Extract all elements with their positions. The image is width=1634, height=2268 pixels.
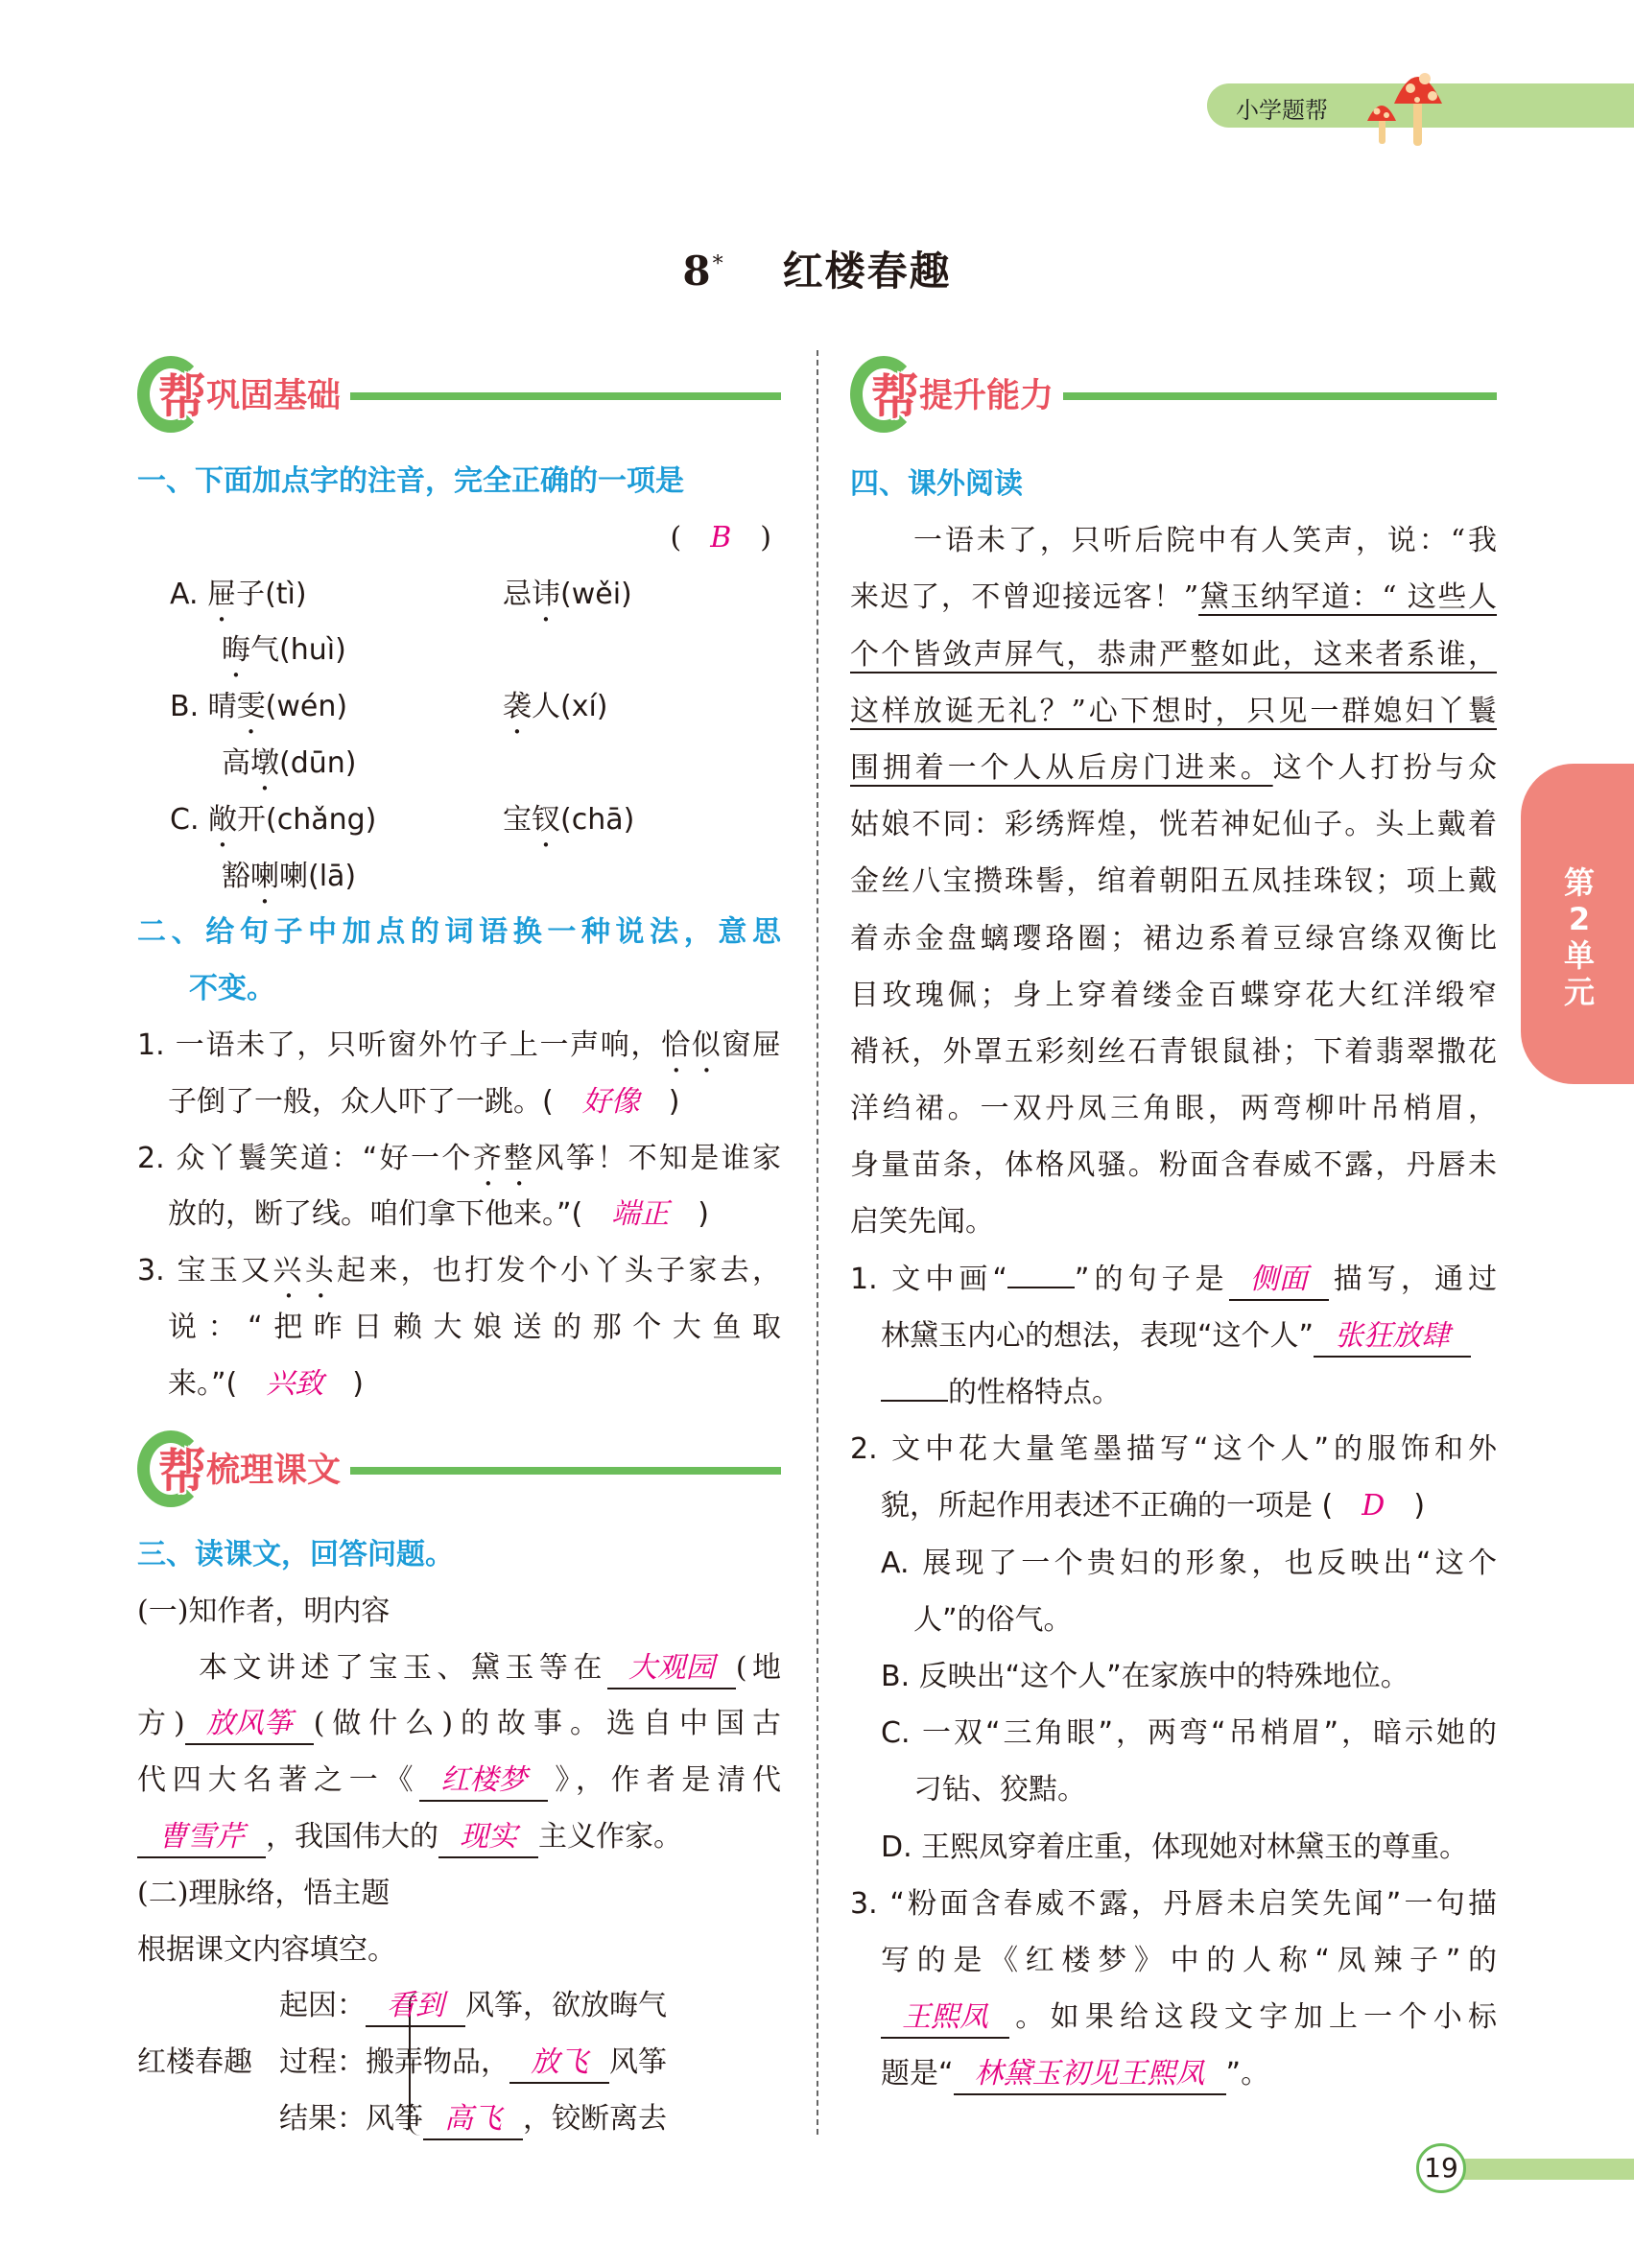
dotted-char: 齐 — [472, 1141, 505, 1175]
question-heading — [137, 905, 781, 961]
text: ) — [698, 1197, 709, 1232]
text: A. 展现了一个贵妇的形象，也反映出“这个 — [881, 1546, 1497, 1580]
passage-line — [850, 683, 1497, 740]
question-line — [850, 1308, 1497, 1364]
text: B. 反映出“这个人”在家族中的特殊地位。 — [881, 1659, 1409, 1693]
text: 风筝，欲放晦气 — [465, 1989, 667, 2023]
fill-blank-answer — [881, 1400, 948, 1402]
underlined-sentence: 围拥着一个人从后房门进来。 — [850, 750, 1273, 785]
text: 2. 文中花大量笔墨描写“这个人”的服饰和外 — [850, 1432, 1497, 1467]
mushroom-icon — [1358, 58, 1463, 149]
section-header-basics — [137, 350, 781, 437]
question-line — [850, 1421, 1497, 1477]
dotted-char: 袭 — [503, 690, 532, 724]
fill-blank-answer: 林黛玉初见王熙凤 — [954, 2055, 1226, 2095]
sentence-item — [137, 1243, 781, 1300]
text: 3. “粉面含春威不露，丹唇未启笑先闻”一句描 — [850, 1886, 1497, 1921]
text: 貌，所起作用表述不正确的一项是 ( — [881, 1489, 1334, 1524]
text: 窗屉 — [722, 1028, 782, 1062]
text: 风筝 — [609, 2045, 667, 2080]
text: 描写，通过 — [1328, 1262, 1498, 1296]
question-line — [850, 1364, 1497, 1421]
text: (wén) — [265, 690, 348, 724]
diagram-line — [279, 2035, 667, 2091]
text: 结果：风筝 — [279, 2101, 423, 2136]
text: ) — [760, 520, 771, 555]
sentence-item — [137, 1131, 781, 1188]
text: (dūn) — [279, 745, 357, 780]
passage-line — [850, 1137, 1497, 1193]
passage-line — [850, 967, 1497, 1024]
text: 本文讲述了宝玉、黛玉等在 — [199, 1650, 607, 1685]
text: 1. 文中画“ — [850, 1262, 1007, 1296]
text: (二)理脉络，悟主题 — [137, 1876, 391, 1910]
text: ) — [668, 1084, 680, 1119]
text: (一)知作者，明内容 — [137, 1594, 391, 1628]
sentence-item-cont — [137, 1187, 781, 1243]
text: 题是“ — [881, 2057, 954, 2091]
sentence-item — [137, 1018, 781, 1075]
fill-line — [137, 1641, 781, 1697]
text: 方) — [137, 1707, 185, 1741]
text: 根据课文内容填空。 — [137, 1932, 396, 1967]
fill-blank-answer: 曹雪芹 — [137, 1818, 266, 1858]
option-c — [137, 792, 781, 849]
text: (做什么)的故事。选自中国古 — [313, 1707, 781, 1741]
text: ( — [670, 520, 682, 555]
text: 子倒了一般，众人吓了一跳。( — [168, 1084, 554, 1119]
text: 目玫瑰佩；身上穿着缕金百蝶穿花大红洋缎窄 — [850, 978, 1497, 1012]
section-header-review — [137, 1425, 781, 1511]
text: 1. 一语未了，只听窗外竹子上一声响， — [137, 1028, 662, 1062]
section-rule — [350, 392, 781, 400]
text: 着赤金盘螭璎珞圈；裙边系着豆绿宫绦双衡比 — [850, 921, 1497, 956]
unit-tab-label: 第2单元 — [1563, 864, 1595, 1010]
text-run — [170, 803, 376, 837]
text: (地 — [735, 1650, 781, 1685]
lesson-number: 8 — [682, 248, 713, 295]
text: 宝 — [503, 802, 532, 837]
text: 忌 — [503, 577, 532, 611]
diagram-line — [279, 1978, 667, 2035]
dotted-char: 墩 — [250, 745, 279, 780]
passage-line — [850, 512, 1497, 569]
text: 开(chǎng) — [237, 802, 377, 837]
text: ，铰断离去 — [523, 2101, 667, 2136]
text: 洋绉裙。一双丹凤三角眼，两弯柳叶吊梢眉， — [850, 1092, 1497, 1126]
text-run — [170, 578, 307, 611]
text: 金丝八宝攒珠髻，绾着朝阳五凤挂珠钗；项上戴 — [850, 864, 1497, 899]
text: 起因： — [279, 1989, 366, 2023]
fill-line — [137, 1753, 781, 1809]
text: 一语未了，只听后院中有人笑声，说：“我 — [913, 524, 1497, 558]
text-run — [503, 567, 632, 628]
text: 人(xí) — [532, 690, 608, 724]
text: 》，作者是清代 — [548, 1763, 782, 1798]
text: 姑娘不同：彩绣辉煌，恍若神妃仙子。头上戴着 — [850, 808, 1497, 842]
text: ，我国伟大的 — [266, 1819, 438, 1854]
page-number: 19 — [1416, 2143, 1466, 2193]
passage-line — [850, 1024, 1497, 1080]
choice-b — [850, 1648, 1497, 1705]
text: 。如果给这段文字加上一个小标 — [1009, 2000, 1497, 2035]
answer-text: B — [710, 520, 732, 555]
text: A. — [170, 577, 208, 611]
instruction — [137, 1923, 781, 1979]
passage-line — [850, 910, 1497, 967]
text: 刁钻、狡黠。 — [913, 1773, 1086, 1807]
text: 过程：搬弄物品， — [279, 2045, 509, 2080]
text: C. — [170, 802, 209, 837]
fill-blank-answer: 现实 — [438, 1818, 538, 1858]
fill-line — [137, 1809, 781, 1866]
text: 豁 — [222, 859, 250, 893]
answer-text: D — [1362, 1489, 1385, 1524]
answer-bracket — [137, 510, 781, 567]
passage-line — [850, 796, 1497, 853]
fill-blank-answer: 侧面 — [1229, 1261, 1329, 1301]
subheading — [137, 1866, 781, 1923]
fill-blank-answer: 红楼梦 — [419, 1761, 548, 1802]
answer-text: 好像 — [581, 1084, 640, 1119]
passage-line — [850, 626, 1497, 683]
dotted-char: 恰 — [661, 1028, 692, 1062]
fill-blank-answer: 王熙凤 — [881, 1998, 1009, 2039]
fill-blank-answer: 大观园 — [607, 1649, 736, 1689]
text: ) — [1413, 1489, 1426, 1524]
reading-block — [850, 456, 1497, 2102]
question-heading — [137, 1527, 781, 1584]
text: 四、课外阅读 — [850, 467, 1023, 501]
fill-blank-answer — [1007, 1287, 1075, 1288]
unit-tab — [1521, 764, 1634, 1084]
section-label: 巩固基础 — [206, 377, 342, 415]
text: 林黛玉内心的想法，表现“这个人” — [881, 1318, 1314, 1353]
text: 这个人打扮与众 — [1272, 750, 1498, 785]
fill-blank-answer: 放风筝 — [185, 1705, 314, 1745]
text: 来。”( — [168, 1366, 238, 1401]
text: 起来，也打发个小丫头子家去， — [337, 1254, 782, 1288]
underlined-sentence: 这样放诞无礼？”心下想时，只见一群媳妇丫鬟 — [850, 694, 1497, 728]
option-b-cont — [137, 736, 781, 792]
choice-a-cont — [850, 1592, 1497, 1648]
text: B. 晴 — [170, 690, 237, 724]
text: 来迟了，不曾迎接远客！” — [850, 580, 1199, 615]
subheading — [137, 1584, 781, 1641]
text: ”的句子是 — [1074, 1262, 1229, 1296]
brand-label: 小学题帮 — [1236, 97, 1328, 124]
text: 启笑先闻。 — [850, 1205, 994, 1240]
exercise-block-1 — [137, 454, 781, 1413]
text-run — [170, 690, 347, 723]
dotted-char: 喇 — [250, 859, 279, 893]
section-label: 梳理课文 — [206, 1452, 342, 1490]
text: 人”的俗气。 — [913, 1602, 1073, 1637]
text: 三、读课文，回答问题。 — [137, 1538, 454, 1571]
question-line — [850, 1251, 1497, 1308]
text: (chā) — [560, 802, 635, 837]
sentence-item-cont — [137, 1357, 781, 1413]
exercise-block-2 — [137, 1527, 781, 2147]
page-number-bar — [1458, 2159, 1634, 2180]
text-run — [503, 679, 608, 741]
text: 风筝！不知是谁家 — [534, 1141, 782, 1175]
text: 褙袄，外罩五彩刻丝石青银鼠褂；下着翡翠撒花 — [850, 1034, 1497, 1069]
diagram-line — [279, 2091, 667, 2148]
choice-c-cont — [850, 1761, 1497, 1818]
dotted-char: 敞 — [208, 802, 238, 837]
text: 主义作家。 — [538, 1819, 682, 1854]
passage-line — [850, 1193, 1497, 1250]
page-title — [0, 240, 1634, 297]
dotted-char: 头 — [304, 1254, 338, 1288]
option-a-cont — [137, 623, 781, 679]
lesson-title: 红楼春趣 — [782, 248, 952, 295]
text: 喇(lā) — [279, 859, 357, 893]
fill-blank-answer: 张狂放肆 — [1314, 1317, 1471, 1358]
section-badge: 帮 — [871, 369, 919, 425]
underlined-sentence: 个个皆敛声屏气，恭肃严整如此，这来者系谁， — [850, 637, 1497, 672]
fill-blank-answer: 高飞 — [423, 2100, 523, 2140]
section-label: 提升能力 — [919, 377, 1054, 415]
structure-diagram — [137, 1978, 781, 2147]
text: 代四大名著之一《 — [137, 1763, 420, 1798]
text-run — [503, 792, 634, 854]
text: (wěi) — [560, 577, 632, 611]
diagram-label: 红楼春趣 — [137, 2045, 252, 2080]
dotted-char: 屉 — [207, 577, 237, 611]
option-b — [137, 679, 781, 736]
text: 说：“把昨日赖大娘送的那个大鱼取 — [168, 1310, 781, 1344]
question-line — [850, 1876, 1497, 1932]
text: 放的，断了线。咱们拿下他来。”( — [168, 1197, 583, 1232]
question-heading-cont — [137, 961, 781, 1018]
sentence-item-cont — [137, 1300, 781, 1357]
text: C. 一双“三角眼”，两弯“吊梢眉”，暗示她的 — [881, 1716, 1497, 1751]
dotted-char: 似 — [691, 1028, 722, 1062]
section-header-advance — [850, 350, 1497, 437]
question-heading — [137, 454, 781, 510]
text: 二、给句子中加点的词语换一种说法，意思 — [137, 915, 781, 950]
text: 身量苗条，体格风骚。粉面含春威不露，丹唇未 — [850, 1148, 1497, 1183]
text: 的性格特点。 — [948, 1376, 1121, 1409]
text: 2. 众丫鬟笑道：“好一个 — [137, 1141, 473, 1175]
sentence-item-cont — [137, 1075, 781, 1131]
dotted-char: 兴 — [272, 1254, 305, 1288]
passage-line — [850, 569, 1497, 626]
passage-line — [850, 740, 1497, 796]
question-line — [850, 1989, 1497, 2045]
section-rule — [1063, 392, 1497, 400]
answer-text: 端正 — [611, 1197, 670, 1232]
text: 3. 宝玉又 — [137, 1254, 273, 1288]
choice-c — [850, 1705, 1497, 1761]
passage-line — [850, 1080, 1497, 1137]
question-line — [850, 2045, 1497, 2102]
section-rule — [350, 1467, 781, 1475]
dotted-char: 钗 — [532, 802, 560, 837]
text: 一、下面加点字的注音，完全正确的一项是 — [137, 464, 684, 498]
fill-line — [137, 1696, 781, 1753]
column-divider — [817, 350, 818, 2135]
option-c-cont — [137, 849, 781, 906]
choice-a — [850, 1535, 1497, 1592]
text: 不变。 — [189, 972, 275, 1006]
text: 气(huì) — [250, 633, 346, 668]
text: ”。 — [1225, 2057, 1270, 2091]
fill-blank-answer: 放飞 — [509, 2044, 609, 2084]
passage-line — [850, 853, 1497, 910]
underlined-sentence: 黛玉纳罕道：“ 这些人 — [1198, 580, 1498, 615]
question-line — [850, 1477, 1497, 1534]
text: 写的是《红楼梦》中的人称“凤辣子”的 — [881, 1943, 1497, 1977]
choice-d — [850, 1819, 1497, 1876]
text: 高 — [222, 745, 250, 780]
lesson-mark: * — [712, 252, 725, 276]
text: D. 王熙凤穿着庄重，体现她对林黛玉的尊重。 — [881, 1830, 1469, 1864]
answer-text: 兴致 — [266, 1366, 324, 1401]
text: 子(tì) — [236, 577, 307, 611]
section-badge: 帮 — [158, 1444, 206, 1500]
dotted-char: 讳 — [532, 577, 560, 611]
section-badge: 帮 — [158, 369, 206, 425]
option-a — [137, 567, 781, 624]
dotted-char: 雯 — [236, 690, 266, 724]
dotted-char: 晦 — [222, 633, 250, 668]
question-heading — [850, 456, 1497, 512]
question-line — [850, 1932, 1497, 1989]
fill-blank-answer: 看到 — [366, 1987, 465, 2027]
dotted-char: 整 — [504, 1141, 535, 1175]
text: ) — [352, 1366, 364, 1401]
